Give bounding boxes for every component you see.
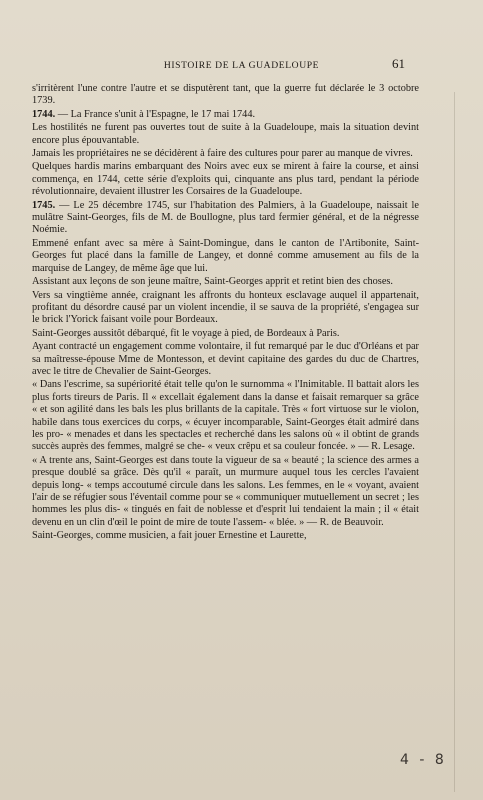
quotation-paragraph [32,455,419,529]
paragraph [32,109,419,121]
paragraph-text: Assistant aux leçons de son jeune maître, Saint-Georges apprit et retint bien des choses. [32,276,393,288]
paragraph [32,83,419,108]
paragraph-text: Les hostilités ne furent pas ouvertes tout de suite à la Guadeloupe, mais la situation devint encore plus épouvantable. [32,122,419,146]
paragraph [32,530,419,542]
paragraph [32,148,419,160]
body-text [32,83,419,544]
quotation-paragraph [32,379,419,453]
paragraph-text: Saint-Georges, comme musicien, a fait jouer Ernestine et Laurette, [32,530,307,542]
paragraph-text: « A trente ans, Saint-Georges est dans toute la vigueur de sa « beauté ; la science des armes a presque doublé sa grâce. Dès qu'il « paraît, un murmure auquel tous les cercles l'avaient depuis long- « temps accoutumé circule dans les salons. Les femmes, en le « voyant, avaient l'air de se réfugier sous l'éventail comme pour se « communiquer mutuellement un secret ; les hommes les plus dis- « tingués en fait de noblesse et d'esprit lui tendaient la main ; il « était devenu en un clin d'œil le point de mire de toute l'assem- « blée. » — R. de Beauvoir. [32,454,419,528]
paragraph [32,328,419,340]
year-heading: 1744. [32,108,56,120]
paragraph [32,341,419,378]
paragraph-text: Saint-Georges aussitôt débarqué, fit le voyage à pied, de Bordeaux à Paris. [32,327,340,339]
paragraph [32,290,419,327]
running-head: HISTOIRE DE LA GUADELOUPE [163,60,320,71]
paragraph-text: — La France s'unit à l'Espagne, le 17 mai 1744. [55,108,256,120]
paragraph [32,200,419,237]
handwritten-catalog-mark: 4 - 8 [400,752,447,768]
page-fold-shadow [454,92,455,792]
paragraph [32,238,419,275]
paragraph-text: — Le 25 décembre 1745, sur l'habitation des Palmiers, à la Guadeloupe, naissait le mulâtre Saint-Georges, fils de M. de Boullogne, plus tard fermier général, et de la négresse Noémie. [32,199,419,236]
page-number: 61 [392,56,405,71]
paragraph-text: Jamais les propriétaires ne se décidèrent à faire des cultures pour parer au manque de vivres. [32,148,413,160]
paragraph-text: s'irritèrent l'une contre l'autre et se disputèrent tant, que la guerre fut déclarée le 3 octobre 1739. [32,83,419,107]
year-heading: 1745. [32,199,56,211]
paragraph-text: « Dans l'escrime, sa supériorité était telle qu'on le surnomma « l'Inimitable. Il battait alors les plus forts tireurs de Paris. Il « excellait également dans la danse et faisait remarquer sa grâce « et son agilité dans les bals les plus brillants de la capitale. Très « fort virtuose sur le violon, habile dans tous exercices du corps, « écuyer incomparable, Saint-Georges était admiré dans les pro- « menades et dans les spectacles et recherché dans les salons où « il obtint de grands succès auprès des femmes, malgré se che- « veux crêpu et sa couleur foncée. » — R. Lesage. [32,379,419,453]
paragraph [32,276,419,288]
page-header [0,58,483,74]
paragraph-text: Emmené enfant avec sa mère à Saint-Domingue, dans le canton de l'Artibonite, Saint-Georges fut placé dans la famille de Langey, et donné comme amusement au fils de la marquise de Langey, de même âge que lui. [32,237,419,274]
paragraph [32,161,419,198]
paragraph-text: Vers sa vingtième année, craignant les affronts du honteux esclavage auquel il appartenait, profitant du désordre causé par un violent incendie, il se sauva de la propriété, s'engagea sur le brick l'Yorick faisant voile pour Bordeaux. [32,289,419,326]
paragraph [32,122,419,147]
paragraph-text: Quelques hardis marins embarquant des Noirs avec eux se mirent à faire la course, et ainsi commença, en 1744, cette série d'exploits qui, cinquante ans plus tard, pendant la période révolutionnaire, devaient illustrer les Corsaires de la Guadeloupe. [32,161,419,198]
paragraph-text: Ayant contracté un engagement comme volontaire, il fut remarqué par le duc d'Orléans et par sa maîtresse-épouse Mme de Montesson, et devint capitaine des gardes du duc de Chartres, avec le titre de Chevalier de Saint-Georges. [32,341,419,377]
